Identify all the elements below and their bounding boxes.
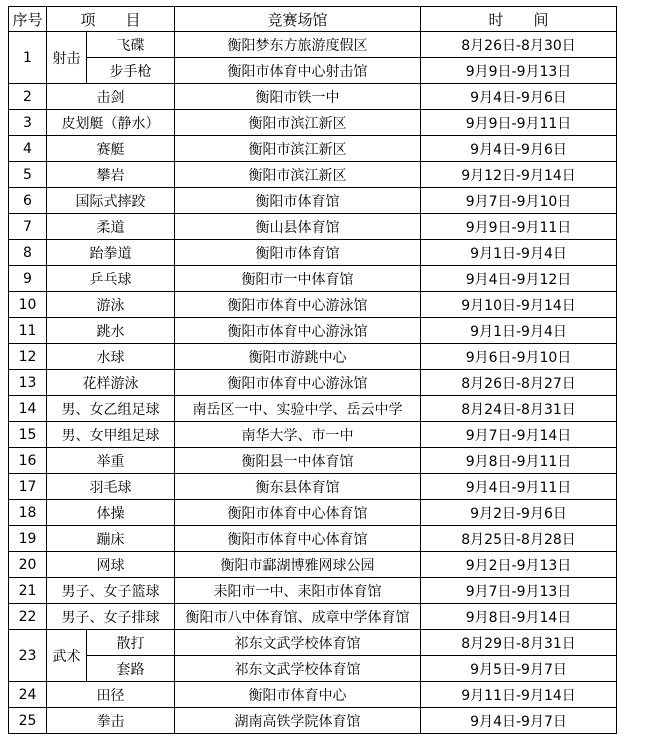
row-time: 9月9日-9月13日 xyxy=(421,58,617,84)
row-item: 网球 xyxy=(47,552,175,578)
row-venue: 衡阳市滨江新区 xyxy=(175,110,421,136)
row-number: 21 xyxy=(9,578,47,604)
row-venue: 耒阳市一中、耒阳市体育馆 xyxy=(175,578,421,604)
row-venue: 衡阳市体育中心游泳馆 xyxy=(175,318,421,344)
row-number: 9 xyxy=(9,266,47,292)
row-number: 12 xyxy=(9,344,47,370)
row-number: 19 xyxy=(9,526,47,552)
schedule-table xyxy=(8,6,617,734)
row-venue: 衡阳市酃湖博雅网球公园 xyxy=(175,552,421,578)
table-row xyxy=(9,448,617,474)
row-time: 9月2日-9月13日 xyxy=(421,552,617,578)
row-time: 9月12日-9月14日 xyxy=(421,162,617,188)
row-number: 13 xyxy=(9,370,47,396)
row-sub-item: 步手枪 xyxy=(87,58,175,84)
row-venue: 衡阳市体育中心体育馆 xyxy=(175,526,421,552)
row-item: 田径 xyxy=(47,682,175,708)
table-row xyxy=(9,84,617,110)
table-row xyxy=(9,396,617,422)
row-time: 9月8日-9月11日 xyxy=(421,448,617,474)
row-time: 9月6日-9月10日 xyxy=(421,344,617,370)
row-number: 16 xyxy=(9,448,47,474)
table-row xyxy=(9,656,617,682)
row-number: 18 xyxy=(9,500,47,526)
row-number: 7 xyxy=(9,214,47,240)
row-number: 8 xyxy=(9,240,47,266)
row-venue: 南华大学、市一中 xyxy=(175,422,421,448)
row-item: 赛艇 xyxy=(47,136,175,162)
row-time: 9月4日-9月11日 xyxy=(421,474,617,500)
row-number: 14 xyxy=(9,396,47,422)
row-time: 8月24日-8月31日 xyxy=(421,396,617,422)
row-venue: 湖南高铁学院体育馆 xyxy=(175,708,421,734)
row-item: 男子、女子排球 xyxy=(47,604,175,630)
row-item: 水球 xyxy=(47,344,175,370)
table-row xyxy=(9,552,617,578)
row-number: 4 xyxy=(9,136,47,162)
row-venue: 衡阳市八中体育馆、成章中学体育馆 xyxy=(175,604,421,630)
row-time: 9月2日-9月6日 xyxy=(421,500,617,526)
table-body xyxy=(9,32,617,734)
row-time: 8月25日-8月28日 xyxy=(421,526,617,552)
row-number: 25 xyxy=(9,708,47,734)
table-row xyxy=(9,474,617,500)
row-number: 15 xyxy=(9,422,47,448)
row-time: 9月9日-9月11日 xyxy=(421,214,617,240)
row-item: 国际式摔跤 xyxy=(47,188,175,214)
row-item: 花样游泳 xyxy=(47,370,175,396)
row-item: 跳水 xyxy=(47,318,175,344)
row-venue: 衡东县体育馆 xyxy=(175,474,421,500)
table-row xyxy=(9,292,617,318)
schedule-table-container xyxy=(8,6,617,734)
table-row xyxy=(9,500,617,526)
row-number: 6 xyxy=(9,188,47,214)
row-sub-item: 飞碟 xyxy=(87,32,175,58)
row-sub-item: 散打 xyxy=(87,630,175,656)
table-row xyxy=(9,240,617,266)
row-item: 皮划艇（静水） xyxy=(47,110,175,136)
row-category: 射击 xyxy=(47,32,87,84)
row-sub-item: 套路 xyxy=(87,656,175,682)
row-venue: 衡阳梦东方旅游度假区 xyxy=(175,32,421,58)
row-item: 男、女乙组足球 xyxy=(47,396,175,422)
table-row xyxy=(9,578,617,604)
row-time: 9月7日-9月10日 xyxy=(421,188,617,214)
row-venue: 衡阳市滨江新区 xyxy=(175,136,421,162)
row-time: 9月11日-9月14日 xyxy=(421,682,617,708)
row-venue: 衡阳市铁一中 xyxy=(175,84,421,110)
row-venue: 衡阳市滨江新区 xyxy=(175,162,421,188)
row-venue: 衡阳市体育中心游泳馆 xyxy=(175,370,421,396)
table-row xyxy=(9,136,617,162)
table-row xyxy=(9,266,617,292)
table-row xyxy=(9,526,617,552)
header-item: 项 目 xyxy=(47,7,175,32)
row-venue: 衡阳县一中体育馆 xyxy=(175,448,421,474)
table-row xyxy=(9,604,617,630)
header-time: 时 间 xyxy=(421,7,617,32)
table-row xyxy=(9,188,617,214)
row-item: 击剑 xyxy=(47,84,175,110)
row-time: 9月10日-9月14日 xyxy=(421,292,617,318)
row-time: 8月26日-8月30日 xyxy=(421,32,617,58)
row-item: 拳击 xyxy=(47,708,175,734)
row-number: 11 xyxy=(9,318,47,344)
row-item: 柔道 xyxy=(47,214,175,240)
table-row xyxy=(9,214,617,240)
row-number: 10 xyxy=(9,292,47,318)
row-venue: 南岳区一中、实验中学、岳云中学 xyxy=(175,396,421,422)
row-item: 男子、女子篮球 xyxy=(47,578,175,604)
row-venue: 衡阳市体育馆 xyxy=(175,188,421,214)
row-venue: 衡阳市体育中心体育馆 xyxy=(175,500,421,526)
header-row xyxy=(9,7,617,32)
row-time: 9月4日-9月6日 xyxy=(421,136,617,162)
table-row xyxy=(9,370,617,396)
row-venue: 衡阳市体育中心射击馆 xyxy=(175,58,421,84)
header-venue: 竞赛场馆 xyxy=(175,7,421,32)
row-time: 9月9日-9月11日 xyxy=(421,110,617,136)
row-time: 9月8日-9月14日 xyxy=(421,604,617,630)
row-number: 22 xyxy=(9,604,47,630)
row-time: 9月4日-9月12日 xyxy=(421,266,617,292)
row-venue: 衡阳市体育中心游泳馆 xyxy=(175,292,421,318)
row-number: 2 xyxy=(9,84,47,110)
row-time: 9月7日-9月13日 xyxy=(421,578,617,604)
row-category: 武术 xyxy=(47,630,87,682)
row-time: 8月26日-8月27日 xyxy=(421,370,617,396)
row-time: 9月1日-9月4日 xyxy=(421,240,617,266)
row-venue: 衡阳市体育馆 xyxy=(175,240,421,266)
row-venue: 衡阳市一中体育馆 xyxy=(175,266,421,292)
row-item: 举重 xyxy=(47,448,175,474)
table-row xyxy=(9,58,617,84)
row-venue: 衡阳市体育中心 xyxy=(175,682,421,708)
row-number: 20 xyxy=(9,552,47,578)
table-row xyxy=(9,318,617,344)
row-time: 9月4日-9月6日 xyxy=(421,84,617,110)
row-item: 羽毛球 xyxy=(47,474,175,500)
table-row xyxy=(9,422,617,448)
table-row xyxy=(9,110,617,136)
row-time: 8月29日-8月31日 xyxy=(421,630,617,656)
row-item: 体操 xyxy=(47,500,175,526)
table-row xyxy=(9,32,617,58)
row-number: 5 xyxy=(9,162,47,188)
row-item: 攀岩 xyxy=(47,162,175,188)
table-row xyxy=(9,708,617,734)
row-number: 24 xyxy=(9,682,47,708)
row-venue: 祁东文武学校体育馆 xyxy=(175,656,421,682)
row-number: 17 xyxy=(9,474,47,500)
row-time: 9月4日-9月7日 xyxy=(421,708,617,734)
table-row xyxy=(9,162,617,188)
row-item: 游泳 xyxy=(47,292,175,318)
row-number: 23 xyxy=(9,630,47,682)
row-time: 9月7日-9月14日 xyxy=(421,422,617,448)
row-item: 乒乓球 xyxy=(47,266,175,292)
row-venue: 祁东文武学校体育馆 xyxy=(175,630,421,656)
table-row xyxy=(9,682,617,708)
row-item: 男、女甲组足球 xyxy=(47,422,175,448)
table-row xyxy=(9,630,617,656)
table-row xyxy=(9,344,617,370)
row-number: 3 xyxy=(9,110,47,136)
row-item: 跆拳道 xyxy=(47,240,175,266)
row-venue: 衡阳市游跳中心 xyxy=(175,344,421,370)
row-item: 蹦床 xyxy=(47,526,175,552)
row-number: 1 xyxy=(9,32,47,84)
row-time: 9月1日-9月4日 xyxy=(421,318,617,344)
header-num: 序号 xyxy=(9,7,47,32)
row-time: 9月5日-9月7日 xyxy=(421,656,617,682)
row-venue: 衡山县体育馆 xyxy=(175,214,421,240)
